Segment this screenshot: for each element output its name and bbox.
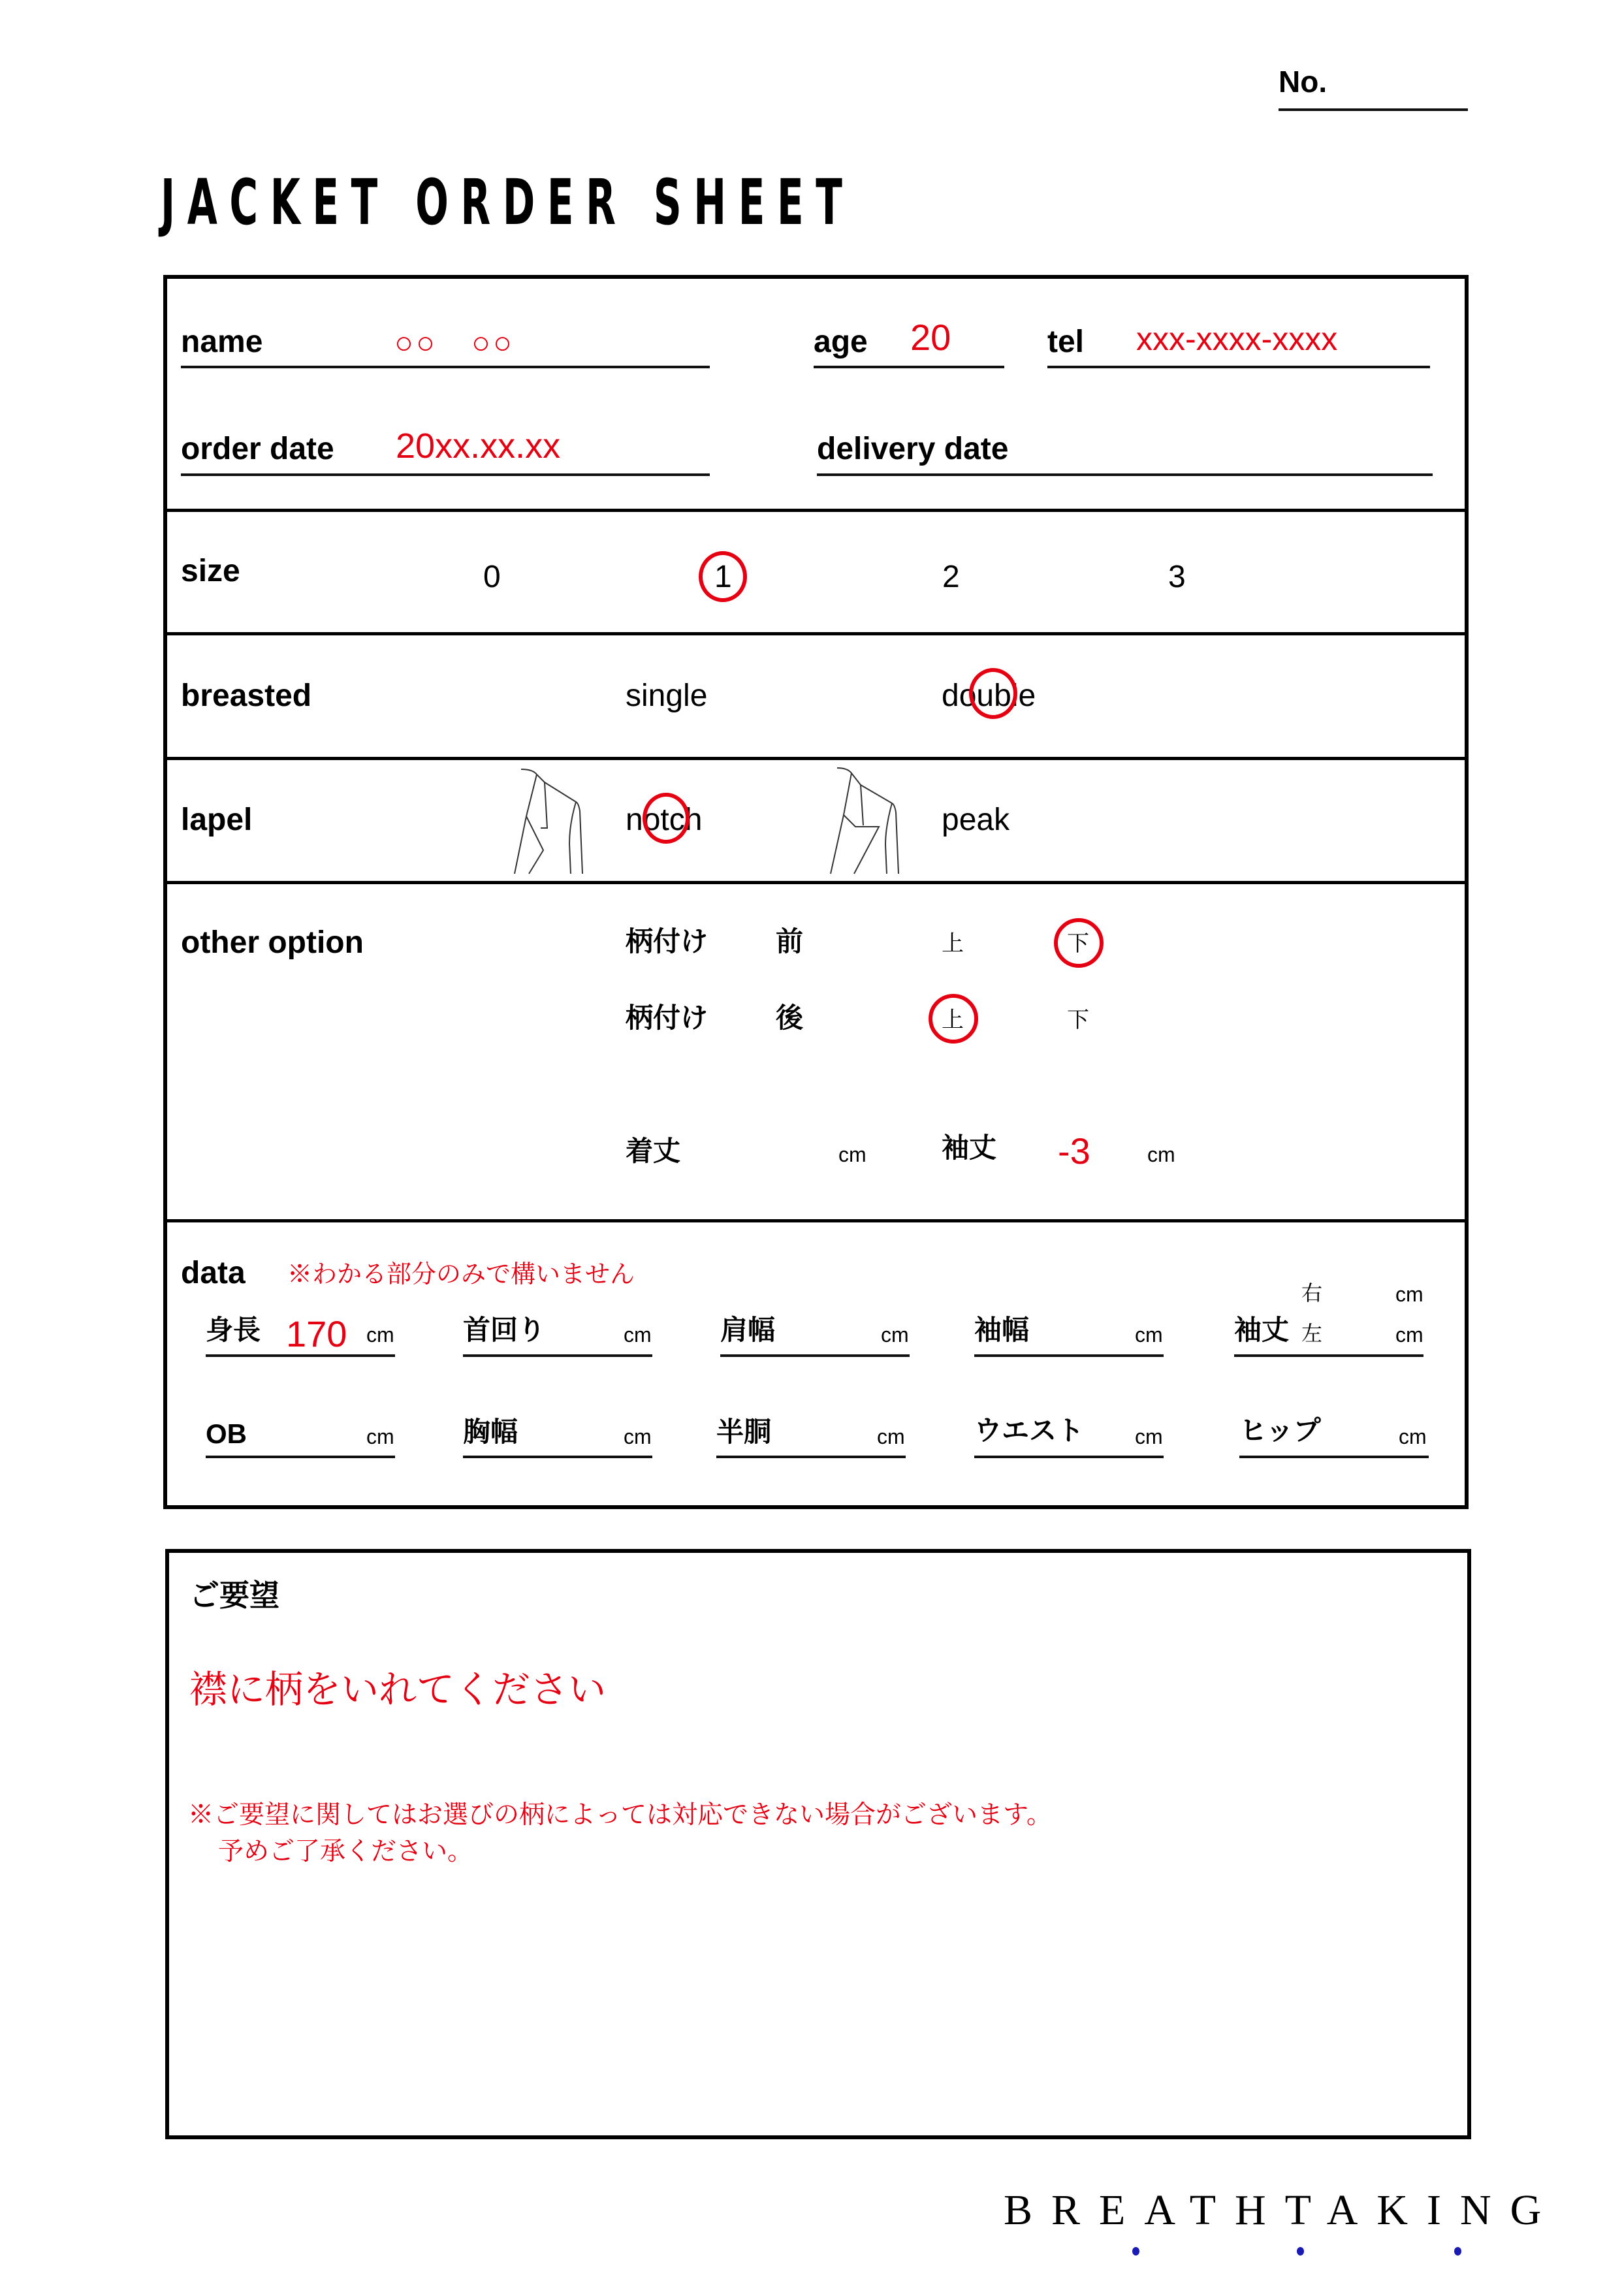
delivery-date-field[interactable]	[817, 473, 1433, 476]
logo-dot	[1297, 2247, 1304, 2256]
pattern-back-option-down[interactable]: 下	[1067, 1008, 1089, 1032]
pattern-front-label: 柄付け	[626, 926, 708, 957]
height-value[interactable]: 170	[286, 1313, 347, 1354]
age-value[interactable]: 20	[910, 317, 951, 358]
order-date-label: order date	[181, 432, 334, 466]
pattern-back-label: 柄付け	[626, 1002, 708, 1033]
section-divider	[163, 1219, 1468, 1222]
order-date-value[interactable]: 20xx.xx.xx	[396, 426, 561, 466]
hip-label: ヒップ	[1239, 1415, 1321, 1446]
number-label: No.	[1279, 65, 1328, 99]
size-option-3[interactable]: 3	[1168, 560, 1186, 594]
sleeve-length-data-label: 袖丈	[1234, 1315, 1290, 1345]
name-label: name	[181, 325, 263, 359]
name-field[interactable]	[181, 366, 710, 368]
breasted-label: breasted	[181, 678, 312, 713]
jacket-length-label: 着丈	[626, 1136, 681, 1166]
request-note-line1: ※ご要望に関してはお選びの柄によっては対応できない場合がございます。	[188, 1801, 1052, 1829]
other-option-label: other option	[181, 925, 364, 960]
neck-field[interactable]	[463, 1354, 652, 1357]
request-label: ご要望	[189, 1578, 279, 1612]
size-option-1[interactable]: 1	[714, 560, 732, 594]
data-label: data	[181, 1256, 246, 1290]
pattern-front-selected-circle	[1054, 918, 1104, 968]
order-date-field[interactable]	[181, 473, 710, 476]
lapel-label: lapel	[181, 803, 253, 837]
section-divider	[163, 632, 1468, 635]
ob-unit: cm	[366, 1425, 394, 1448]
sleeve-left-unit: cm	[1395, 1323, 1423, 1347]
hip-unit: cm	[1399, 1425, 1427, 1448]
breasted-selected-circle	[969, 668, 1017, 719]
sleeve-length-field[interactable]	[1234, 1354, 1423, 1357]
chest-width-field[interactable]	[463, 1456, 652, 1458]
neck-label: 首回り	[463, 1315, 546, 1345]
waist-label: ウエスト	[974, 1415, 1085, 1446]
age-label: age	[814, 325, 868, 359]
tel-value[interactable]: xxx-xxxx-xxxx	[1136, 321, 1338, 357]
sleeve-right-unit: cm	[1395, 1283, 1423, 1306]
size-selected-circle	[699, 551, 747, 602]
pattern-back-selected-circle	[929, 994, 978, 1044]
data-note: ※わかる部分のみで構いません	[287, 1261, 635, 1288]
pattern-front-option-down[interactable]: 下	[1067, 931, 1089, 956]
shoulder-width-label: 肩幅	[720, 1315, 776, 1345]
sleeve-length-unit: cm	[1147, 1143, 1175, 1166]
height-label: 身長	[206, 1315, 261, 1345]
peak-lapel-sketch-icon	[828, 764, 919, 876]
logo-dot	[1132, 2247, 1139, 2256]
number-field[interactable]	[1279, 108, 1468, 111]
shoulder-width-field[interactable]	[720, 1354, 910, 1357]
sleeve-width-label: 袖幅	[974, 1315, 1030, 1345]
pattern-front-option-up[interactable]: 上	[942, 931, 964, 956]
chest-width-unit: cm	[624, 1425, 652, 1448]
request-value[interactable]: 襟に柄をいれてください	[189, 1668, 607, 1711]
sleeve-length-label: 袖丈	[942, 1132, 997, 1163]
waist-unit: cm	[1135, 1425, 1163, 1448]
delivery-date-label: delivery date	[817, 432, 1009, 466]
shoulder-width-unit: cm	[881, 1323, 909, 1347]
half-waist-field[interactable]	[716, 1456, 906, 1458]
notch-lapel-sketch-icon	[513, 765, 605, 876]
breasted-option-double[interactable]: double	[942, 678, 1036, 713]
size-option-0[interactable]: 0	[483, 560, 501, 594]
pattern-back-position: 後	[776, 1002, 804, 1033]
lapel-selected-circle	[643, 793, 690, 844]
size-option-2[interactable]: 2	[942, 560, 960, 594]
page-title: JACKET ORDER SHEET	[161, 166, 855, 239]
section-divider	[163, 509, 1468, 512]
lapel-option-notch[interactable]: notch	[626, 803, 703, 837]
tel-label: tel	[1047, 325, 1085, 359]
ob-label: OB	[206, 1418, 247, 1449]
breasted-option-single[interactable]: single	[626, 678, 708, 713]
sleeve-left-label: 左	[1301, 1322, 1323, 1345]
chest-width-label: 胸幅	[463, 1416, 518, 1447]
waist-field[interactable]	[974, 1456, 1164, 1458]
logo-dot	[1454, 2247, 1461, 2256]
height-field[interactable]	[206, 1354, 395, 1357]
size-label: size	[181, 554, 240, 588]
ob-field[interactable]	[206, 1456, 395, 1458]
hip-field[interactable]	[1239, 1456, 1429, 1458]
pattern-back-option-up[interactable]: 上	[942, 1008, 964, 1032]
tel-field[interactable]	[1047, 366, 1430, 368]
height-unit: cm	[366, 1323, 394, 1347]
section-divider	[163, 881, 1468, 884]
sleeve-right-label: 右	[1301, 1281, 1323, 1305]
sleeve-width-field[interactable]	[974, 1354, 1164, 1357]
jacket-length-unit: cm	[838, 1143, 867, 1166]
pattern-front-position: 前	[776, 926, 804, 957]
name-value[interactable]: ○○ ○○	[394, 326, 515, 360]
request-note-line2: 予めご了承ください。	[218, 1838, 473, 1866]
sleeve-width-unit: cm	[1135, 1323, 1163, 1347]
section-divider	[163, 757, 1468, 760]
half-waist-label: 半胴	[716, 1416, 772, 1447]
age-field[interactable]	[814, 366, 1004, 368]
neck-unit: cm	[624, 1323, 652, 1347]
half-waist-unit: cm	[877, 1425, 905, 1448]
brand-logo: BREATHTAKING	[1004, 2186, 1561, 2234]
sleeve-length-value[interactable]: -3	[1058, 1130, 1090, 1172]
lapel-option-peak[interactable]: peak	[942, 803, 1010, 837]
